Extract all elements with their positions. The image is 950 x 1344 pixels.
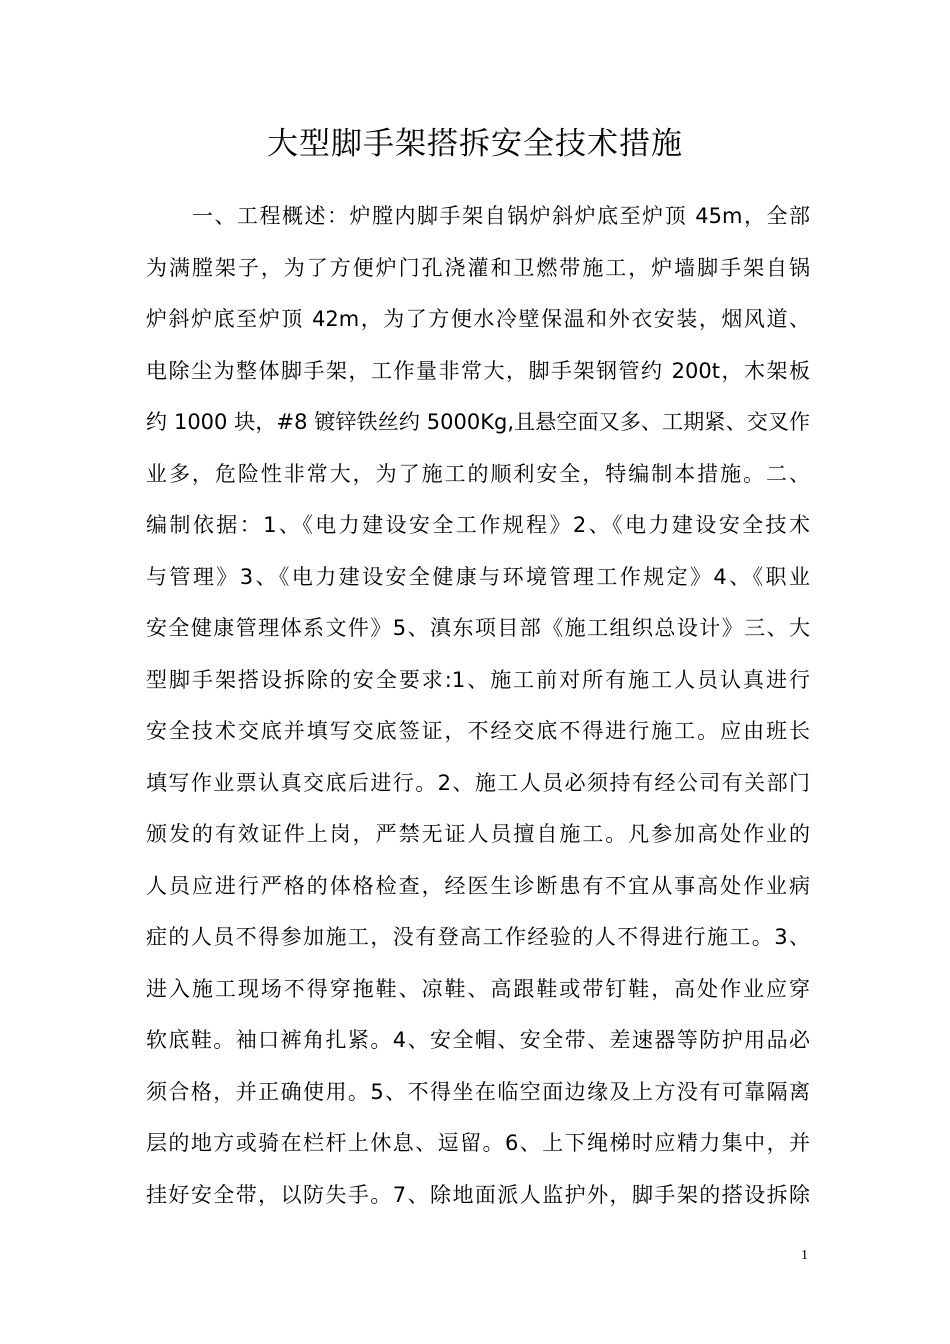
body-line: 进入施工现场不得穿拖鞋、凉鞋、高跟鞋或带钉鞋，高处作业应穿: [146, 976, 810, 1001]
body-line: 安全健康管理体系文件》5、滇东项目部《施工组织总设计》三、大: [146, 616, 810, 640]
body-line: 型脚手架搭设拆除的安全要求:1、施工前对所有施工人员认真进行: [146, 667, 810, 692]
page-number: 1: [801, 1248, 808, 1263]
body-line: 颁发的有效证件上岗，严禁无证人员擅自施工。凡参加高处作业的: [146, 822, 810, 846]
body-line: 挂好安全带，以防失手。7、除地面派人监护外，脚手架的搭设拆除: [146, 1182, 810, 1207]
body-line: 填写作业票认真交底后进行。2、施工人员必须持有经公司有关部门: [146, 770, 810, 795]
body-line: 症的人员不得参加施工，没有登高工作经验的人不得进行施工。3、: [146, 925, 810, 949]
body-line: 安全技术交底并填写交底签证，不经交底不得进行施工。应由班长: [146, 719, 810, 743]
body-line: 软底鞋。袖口裤角扎紧。4、安全帽、安全带、差速器等防护用品必: [146, 1028, 810, 1052]
body-line: 层的地方或骑在栏杆上休息、逗留。6、上下绳梯时应精力集中，并: [146, 1131, 810, 1155]
body-line: 须合格，并正确使用。5、不得坐在临空面边缘及上方没有可靠隔离: [146, 1079, 810, 1104]
body-line: 一、工程概述：炉膛内脚手架自锅炉斜炉底至炉顶 45m，全部: [192, 204, 810, 228]
body-line: 编制依据：1、《电力建设安全工作规程》2、《电力建设安全技术: [146, 513, 810, 537]
body-line: 人员应进行严格的体格检查，经医生诊断患有不宜从事高处作业病: [146, 873, 810, 898]
body-line: 炉斜炉底至炉顶 42m，为了方便水冷壁保温和外衣安装，烟风道、: [146, 307, 810, 331]
document-body: [146, 197, 810, 1227]
body-line: 约 1000 块，#8 镀锌铁丝约 5000Kg,且悬空面又多、工期紧、交叉作: [146, 410, 810, 434]
body-line: 电除尘为整体脚手架，工作量非常大，脚手架钢管约 200t，木架板: [146, 358, 810, 383]
body-line: 与管理》3、《电力建设安全健康与环境管理工作规定》4、《职业: [146, 564, 810, 589]
body-line: 为满膛架子，为了方便炉门孔浇灌和卫燃带施工，炉墙脚手架自锅: [146, 255, 810, 280]
body-line: 业多，危险性非常大，为了施工的顺利安全，特编制本措施。二、: [146, 461, 810, 486]
document-title: 大型脚手架搭拆安全技术措施: [267, 126, 683, 162]
